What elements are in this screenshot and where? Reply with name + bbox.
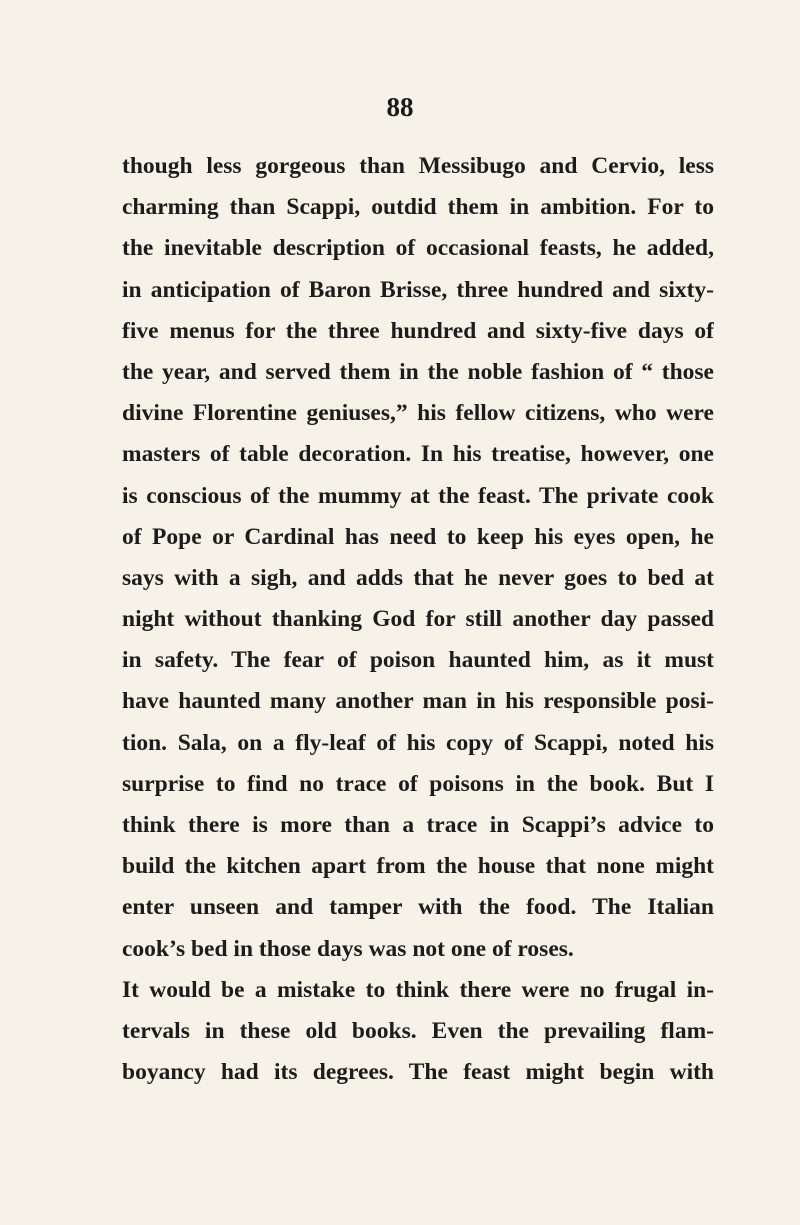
text-line: is conscious of the mummy at the feast. The private cook	[122, 482, 714, 509]
text-line: in safety. The fear of poison haunted him, as it must	[122, 647, 714, 674]
text-line: have haunted many another man in his responsible posi-	[122, 688, 714, 715]
text-line: build the kitchen apart from the house that none might	[122, 853, 714, 880]
text-line: boyancy had its degrees. The feast might begin with	[122, 1059, 714, 1086]
text-line: enter unseen and tamper with the food. The Italian	[122, 894, 714, 921]
text-line: divine Florentine geniuses,” his fellow citizens, who were	[122, 400, 714, 427]
text-line: the inevitable description of occasional feasts, he added,	[122, 235, 714, 262]
text-line: tion. Sala, on a fly-leaf of his copy of Scappi, noted his	[122, 729, 714, 756]
text-line: though less gorgeous than Messibugo and Cervio, less	[122, 153, 714, 179]
text-line: It would be a mistake to think there were no frugal in-	[122, 976, 714, 1003]
text-line: in anticipation of Baron Brisse, three hundred and sixty-	[122, 276, 714, 303]
body-text	[122, 146, 714, 1093]
text-line: masters of table decoration. In his treatise, however, one	[122, 441, 714, 468]
text-line: charming than Scappi, outdid them in ambition. For to	[122, 194, 714, 221]
text-line: says with a sigh, and adds that he never goes to bed at	[122, 564, 714, 591]
text-line: think there is more than a trace in Scappi’s advice to	[122, 812, 714, 838]
text-line: cook’s bed in those days was not one of roses.	[122, 935, 574, 962]
text-line: of Pope or Cardinal has need to keep his eyes open, he	[122, 523, 714, 550]
page-number: 88	[386, 92, 414, 122]
text-line: the year, and served them in the noble fashion of “ those	[122, 358, 714, 385]
text-line: surprise to find no trace of poisons in the book. But I	[122, 770, 714, 797]
text-line: tervals in these old books. Even the prevailing flam-	[122, 1017, 714, 1044]
text-line: five menus for the three hundred and sixty-five days of	[122, 317, 714, 344]
text-line: night without thanking God for still another day passed	[122, 606, 714, 633]
